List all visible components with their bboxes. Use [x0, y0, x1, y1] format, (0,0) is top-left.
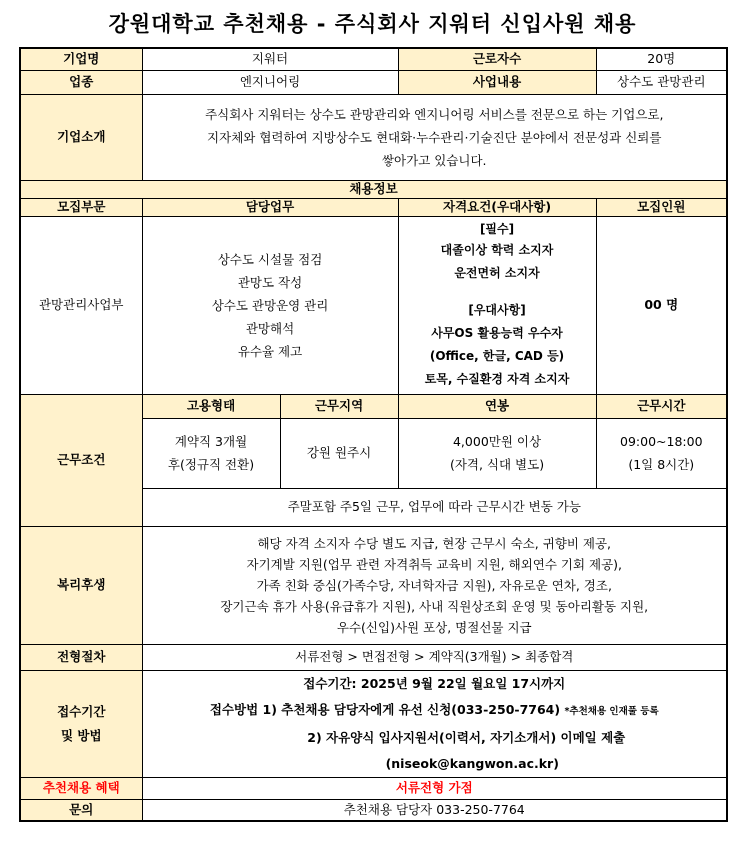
apply-label-line: 접수기간 — [57, 703, 106, 719]
staff-count-value: 20명 — [596, 48, 727, 70]
required-item: 대졸이상 학력 소지자 — [440, 242, 554, 257]
staff-count-label: 근로자수 — [398, 48, 596, 70]
benefit-value: 서류전형 가점 — [142, 777, 727, 799]
employment-type-value — [142, 418, 280, 488]
employment-type-line: 후(정규직 전환) — [167, 457, 255, 472]
contact-value: 추천채용 담당자 033-250-7764 — [142, 799, 727, 821]
qualification-list — [398, 216, 596, 394]
required-item: 운전면허 소지자 — [454, 265, 540, 280]
process-label: 전형절차 — [20, 644, 142, 670]
work-hours-value — [596, 418, 727, 488]
headcount-header: 모집인원 — [596, 198, 727, 216]
contact-label: 문의 — [20, 799, 142, 821]
duty-item: 상수도 시설물 점검 — [217, 251, 323, 267]
work-hours-header: 근무시간 — [596, 394, 727, 418]
apply-row — [20, 670, 727, 777]
preferred-title: [우대사항] — [468, 302, 526, 317]
intro-line: 지자체와 협력하여 지방상수도 현대화·누수관리·기술진단 분야에서 전문성과 신뢰를 — [207, 129, 662, 145]
apply-details — [142, 670, 727, 777]
employment-type-header: 고용형태 — [142, 394, 280, 418]
recruit-section-row — [20, 180, 727, 198]
dept-header: 모집부문 — [20, 198, 142, 216]
duty-item: 관망해석 — [245, 320, 295, 336]
welfare-line: 해당 자격 소지자 수당 별도 지급, 현장 근무시 숙소, 귀향비 제공, — [257, 535, 612, 551]
duty-item: 유수율 제고 — [237, 343, 303, 359]
salary-value — [398, 418, 596, 488]
welfare-line: 장기근속 휴가 사용(유급휴가 지원), 사내 직원상조회 운영 및 동아리활동 지원, — [220, 598, 649, 614]
company-name-label: 기업명 — [20, 48, 142, 70]
apply-email[interactable]: (niseok@kangwon.ac.kr) — [385, 755, 559, 771]
contact-row — [20, 799, 727, 821]
company-intro-text — [142, 94, 727, 180]
welfare-line: 자기계발 지원(업무 관련 자격취득 교육비 지원, 해외연수 기회 제공), — [246, 556, 623, 572]
salary-line: (자격, 식대 별도) — [449, 457, 545, 472]
conditions-label: 근무조건 — [20, 394, 142, 526]
required-title: [필수] — [479, 221, 515, 236]
industry-value: 엔지니어링 — [142, 70, 398, 94]
company-name-row — [20, 48, 727, 70]
apply-method-1-text: 접수방법 1) 추천채용 담당자에게 유선 신청(033-250-7764) — [209, 701, 561, 717]
welfare-row — [20, 526, 727, 644]
conditions-header-row — [20, 394, 727, 418]
intro-line: 쌓아가고 있습니다. — [381, 152, 487, 168]
job-posting-table — [19, 47, 728, 822]
industry-row — [20, 70, 727, 94]
industry-label: 업종 — [20, 70, 142, 94]
welfare-line: 우수(신입)사원 포상, 명절선물 지급 — [336, 619, 532, 635]
work-hours-line: (1일 8시간) — [628, 457, 695, 472]
headcount-value: 00 명 — [596, 216, 727, 394]
business-value: 상수도 관망관리 — [596, 70, 727, 94]
business-label: 사업내용 — [398, 70, 596, 94]
welfare-label: 복리후생 — [20, 526, 142, 644]
apply-label — [20, 670, 142, 777]
recruit-detail-row — [20, 216, 727, 394]
conditions-note: 주말포함 주5일 근무, 업무에 따라 근무시간 변동 가능 — [142, 488, 727, 526]
work-location-value: 강원 원주시 — [280, 418, 398, 488]
company-name-value: 지워터 — [142, 48, 398, 70]
recruit-header-row — [20, 198, 727, 216]
duties-header: 담당업무 — [142, 198, 398, 216]
preferred-item: 토목, 수질환경 자격 소지자 — [424, 371, 570, 386]
intro-line: 주식회사 지워터는 상수도 관망관리와 엔지니어링 서비스를 전문으로 하는 기업으로, — [205, 106, 664, 122]
duty-item: 상수도 관망운영 관리 — [211, 297, 329, 313]
preferred-item: 사무OS 활용능력 우수자 — [431, 325, 563, 340]
work-hours-line: 09:00~18:00 — [620, 434, 703, 449]
page-title: 강원대학교 추천채용 - 주식회사 지워터 신입사원 채용 — [108, 12, 637, 36]
salary-line: 4,000만원 이상 — [452, 434, 542, 449]
duty-item: 관망도 작성 — [237, 274, 303, 290]
benefit-label: 추천채용 혜택 — [20, 777, 142, 799]
process-row — [20, 644, 727, 670]
preferred-item: (Office, 한글, CAD 등) — [429, 348, 565, 363]
qualification-header: 자격요건(우대사항) — [398, 198, 596, 216]
apply-label-line: 및 방법 — [60, 727, 102, 743]
recruit-section-title: 채용정보 — [20, 180, 727, 198]
process-steps: 서류전형 > 면접전형 > 계약직(3개월) > 최종합격 — [142, 644, 727, 670]
company-intro-row — [20, 94, 727, 180]
welfare-line: 가족 친화 중심(가족수당, 자녀학자금 지원), 자유로운 연차, 경조, — [256, 577, 612, 593]
apply-method-1-note: *추천채용 인재풀 등록 — [564, 705, 659, 717]
welfare-text — [142, 526, 727, 644]
work-location-header: 근무지역 — [280, 394, 398, 418]
apply-method-1 — [147, 697, 723, 725]
duties-list — [142, 216, 398, 394]
salary-header: 연봉 — [398, 394, 596, 418]
dept-value: 관망관리사업부 — [20, 216, 142, 394]
apply-method-2: 2) 자유양식 입사지원서(이력서, 자기소개서) 이메일 제출 — [307, 729, 626, 745]
benefit-row — [20, 777, 727, 799]
company-intro-label: 기업소개 — [20, 94, 142, 180]
employment-type-line: 계약직 3개월 — [174, 434, 248, 449]
apply-period: 접수기간: 2025년 9월 22일 월요일 17시까지 — [303, 675, 566, 691]
